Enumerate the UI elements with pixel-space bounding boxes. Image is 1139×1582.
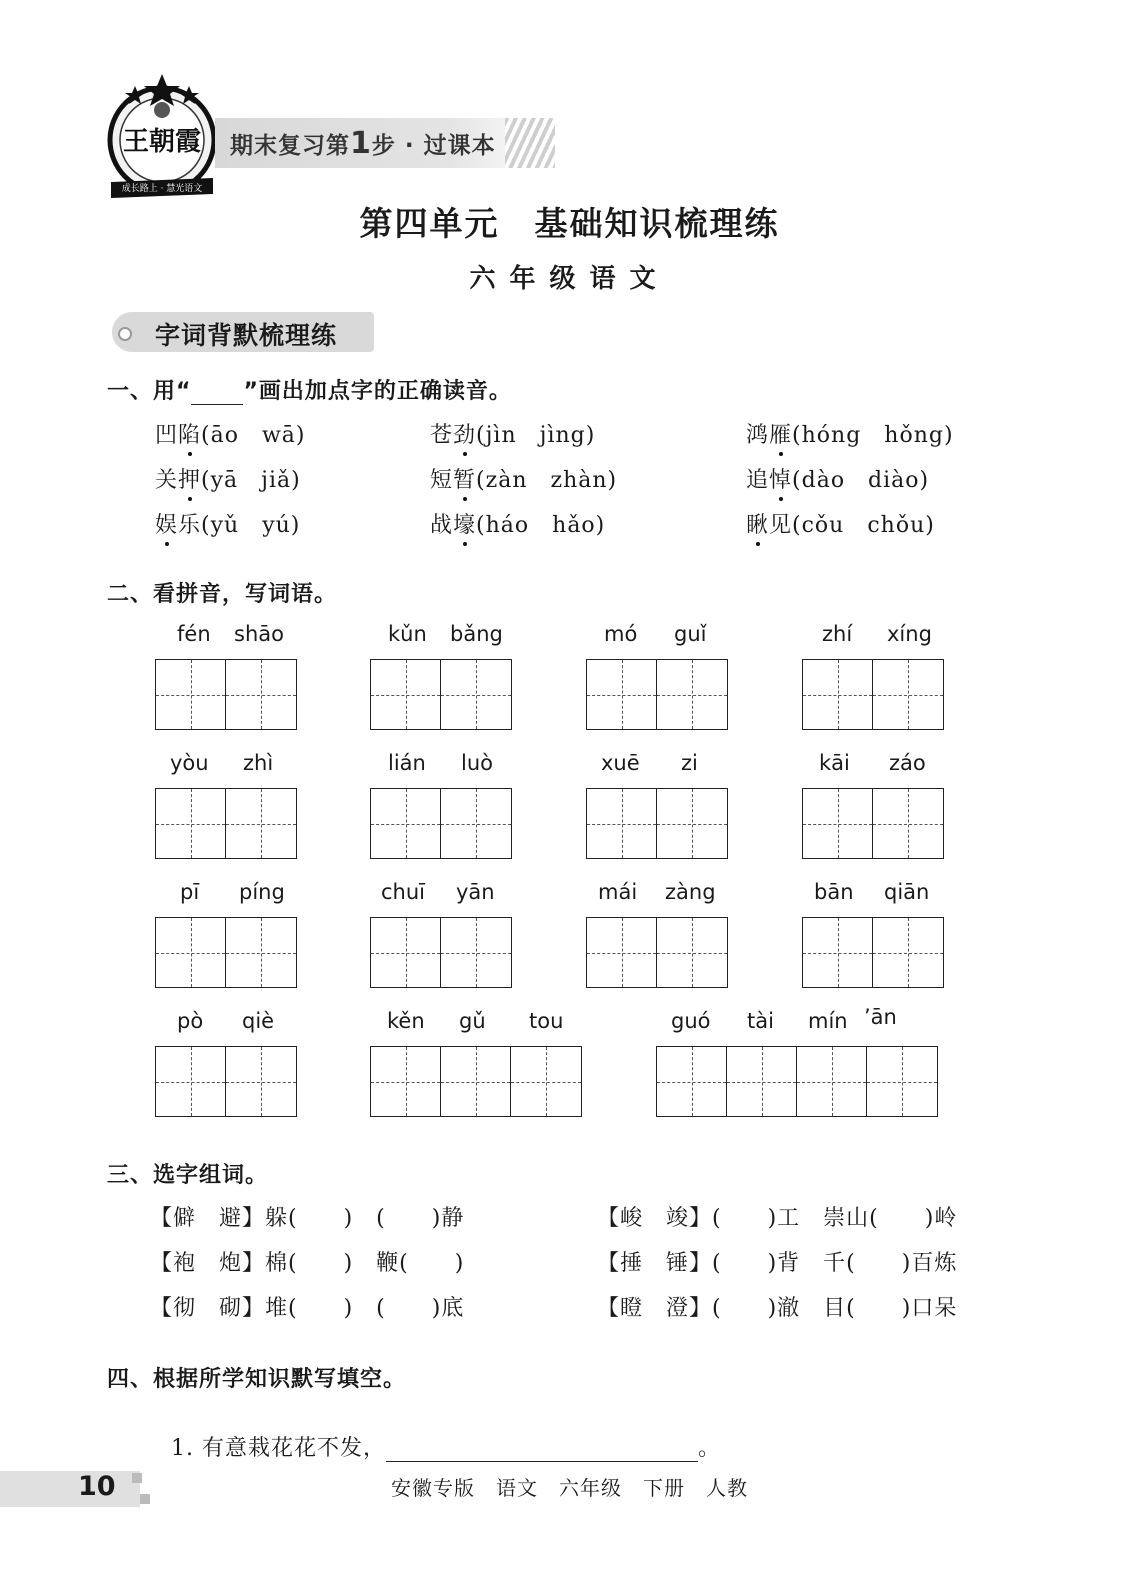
pinyin: kěn [387, 1009, 425, 1033]
banner-stripes [505, 118, 555, 168]
q3-row: 【峻 竣】( )工 崇山( )岭 [597, 1206, 958, 1231]
banner-step: 1 [350, 126, 372, 161]
q3-row: 【捶 锤】( )背 千( )百炼 [597, 1251, 958, 1276]
q1-item: 凹陷(āo wā) [155, 423, 306, 448]
pinyin: xuē [601, 751, 640, 775]
pinyin: shāo [234, 622, 284, 646]
writing-grid[interactable] [370, 788, 512, 859]
banner-suffix: 步 · 过课本 [371, 133, 496, 159]
q1-heading-suffix: ”画出加点字的正确读音。 [243, 379, 512, 404]
q4-item-1 [155, 1406, 721, 1462]
pinyin: zhì [243, 751, 274, 775]
section-title: 字词背默梳理练 [155, 321, 338, 350]
q3-row: 【瞪 澄】( )澈 目( )口呆 [597, 1296, 958, 1321]
pinyin: yān [456, 880, 495, 904]
writing-grid[interactable] [656, 1046, 938, 1117]
q4-item-1-text: 1. 有意栽花花不发， [171, 1436, 386, 1461]
pinyin: guó [671, 1009, 711, 1033]
writing-grid[interactable] [370, 1046, 582, 1117]
writing-grid[interactable] [802, 788, 944, 859]
pinyin: bān [814, 880, 854, 904]
pinyin: záo [889, 751, 926, 775]
pinyin: fén [177, 622, 211, 646]
writing-grid[interactable] [155, 917, 297, 988]
q1-item: 鸿雁(hóng hǒng) [746, 423, 954, 448]
q1-item: 战壕(háo hǎo) [430, 513, 606, 538]
writing-grid[interactable] [155, 659, 297, 730]
pinyin: zi [681, 751, 698, 775]
q3-row: 【僻 避】躲( ) ( )静 [150, 1206, 465, 1231]
pinyin: guǐ [674, 622, 707, 646]
pinyin: pī [180, 880, 200, 904]
pinyin: zhí [822, 622, 853, 646]
pinyin: mín [808, 1009, 848, 1033]
pinyin: bǎng [450, 622, 503, 646]
q1-item: 关押(yā jiǎ) [155, 468, 301, 493]
banner-text [230, 126, 496, 161]
pinyin: yòu [170, 751, 209, 775]
pinyin: tài [747, 1009, 774, 1033]
q1-item: 瞅见(cǒu chǒu) [746, 513, 935, 538]
pinyin: xíng [887, 622, 932, 646]
pinyin: kǔn [388, 622, 427, 646]
q2-heading: 二、看拼音，写词语。 [107, 582, 338, 607]
q1-item: 追悼(dào diào) [746, 468, 930, 493]
pinyin: kāi [819, 751, 850, 775]
brand-slogan: 成长路上 · 慧光语文 [121, 184, 203, 194]
writing-grid[interactable] [802, 659, 944, 730]
pinyin: chuī [381, 880, 425, 904]
q3-row: 【袍 炮】棉( ) 鞭( ) [150, 1251, 465, 1276]
section-tag-dot [118, 327, 132, 341]
pinyin: luò [461, 751, 493, 775]
writing-grid[interactable] [586, 659, 728, 730]
pinyin: mó [604, 622, 638, 646]
page-title: 第四单元 基础知识梳理练 [359, 204, 780, 243]
pinyin: mái [598, 880, 638, 904]
writing-grid[interactable] [586, 788, 728, 859]
q4-heading: 四、根据所学知识默写填空。 [107, 1367, 407, 1392]
q1-item: 娱乐(yǔ yú) [155, 513, 301, 538]
writing-grid[interactable] [370, 917, 512, 988]
writing-grid[interactable] [802, 917, 944, 988]
q1-heading [107, 374, 512, 405]
brand-name: 王朝霞 [122, 127, 202, 157]
q4-item-1-end: 。 [697, 1436, 721, 1461]
brand-logo [105, 72, 220, 202]
pinyin: zàng [665, 880, 716, 904]
q3-row: 【彻 砌】堆( ) ( )底 [150, 1296, 465, 1321]
pinyin: qiè [242, 1009, 275, 1033]
pinyin: píng [239, 880, 285, 904]
page-subtitle: 六年级语文 [469, 264, 670, 294]
pinyin: gǔ [459, 1009, 486, 1033]
pinyin: pò [177, 1009, 204, 1033]
footer-info: 安徽专版 语文 六年级 下册 人教 [391, 1476, 748, 1500]
pinyin: qiān [884, 880, 930, 904]
writing-grid[interactable] [155, 1046, 297, 1117]
banner-prefix: 期末复习第 [230, 133, 350, 159]
writing-grid[interactable] [586, 917, 728, 988]
q4-item-1-blank[interactable] [386, 1439, 698, 1462]
q1-blank-sample [191, 384, 243, 405]
q1-item: 短暂(zàn zhàn) [430, 468, 618, 493]
writing-grid[interactable] [370, 659, 512, 730]
q3-heading: 三、选字组词。 [107, 1163, 269, 1188]
q1-item: 苍劲(jìn jìng) [430, 423, 596, 448]
page-number: 10 [78, 1471, 116, 1502]
pinyin: tou [529, 1009, 564, 1033]
pinyin: ’ān [864, 1005, 897, 1029]
pinyin: lián [388, 751, 426, 775]
writing-grid[interactable] [155, 788, 297, 859]
q1-heading-prefix: 一、用“ [107, 379, 192, 404]
